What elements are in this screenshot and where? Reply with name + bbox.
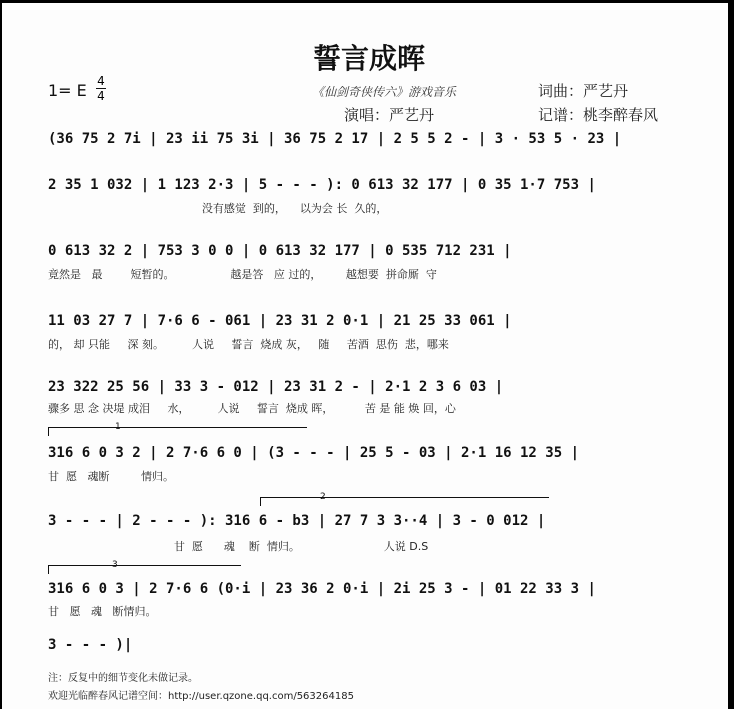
time-signature <box>94 74 108 103</box>
notation-line-6: 316 6 0 3 2 | 2 7·6 6 0 | (3 - - - | 25 5 - 03 | 2·1 16 12 35 | <box>48 445 580 461</box>
notation-line-8: 316 6 0 3 | 2 7·6 6 (0·i | 23 36 2 0·i | 2i 25 3 - | 01 22 33 3 | <box>48 581 596 597</box>
transcriber-link: 欢迎光临醉春风记谱空间：http://user.qzone.qq.com/563264185 <box>48 691 354 702</box>
lyrics-line-1 <box>48 149 688 165</box>
notation-line-4: 11 03 27 7 | 7·6 6 - 061 | 23 31 2 0·1 | 21 25 33 061 | <box>48 313 512 329</box>
notation-line-1: (36 75 2 7i | 23 ii 75 3i | 36 75 2 17 | 2 5 5 2 - | 3 · 53 5 · 23 | <box>48 131 622 147</box>
footnote: 注：反复中的细节变化未做记录。 <box>48 673 198 684</box>
transcriber: 记谱：桃李醉春风 <box>538 106 659 124</box>
time-signature-top: 4 <box>97 74 105 88</box>
lyrics-line-5: 骤多 思 念 决堤 成泪 水， 人说 誓言 烧成 晖， 苦 是 能 焕 回，心 <box>48 402 456 415</box>
source-game: 《仙剑奇侠传六》游戏音乐 <box>312 85 457 99</box>
notation-line-5: 23 322 25 56 | 33 3 - 012 | 23 31 2 - | 2·1 2 3 6 03 | <box>48 379 504 395</box>
volta-bracket-3 <box>48 565 241 574</box>
notation-line-3: 0 613 32 2 | 753 3 0 0 | 0 613 32 177 | 0 535 712 231 | <box>48 243 512 259</box>
lyrics-line-6: 甘 愿 魂断 情归。 <box>48 470 174 483</box>
volta-label-3: 3 <box>112 560 118 570</box>
lyricist-composer: 词曲：严艺丹 <box>538 82 629 100</box>
lyrics-line-2: 没有感觉 到的， 以为会 长 久的， <box>48 202 388 215</box>
notation-line-7: 3 - - - | 2 - - - ): 316 6 - b3 | 27 7 3 3··4 | 3 - 0 012 | <box>48 513 546 529</box>
volta-label-1: 1 <box>115 422 121 432</box>
notation-line-2: 2 35 1 032 | 1 123 2·3 | 5 - - - ): 0 613 32 177 | 0 35 1·7 753 | <box>48 177 596 193</box>
lyrics-line-8: 甘 愿 魂 断情归。 <box>48 605 157 618</box>
lyrics-line-3: 竟然是 最 短暂的。 越是答 应 过的， 越想要 拼命厮 守 <box>48 268 437 281</box>
volta-bracket-1 <box>48 427 307 436</box>
lyrics-line-4: 的， 却 只能 深 刻。 人说 誓言 烧成 灰， 随 苦酒 思伤 悲，哪来 <box>48 338 449 351</box>
notation-line-9: 3 - - - )| <box>48 637 133 653</box>
volta-bracket-2 <box>260 497 549 506</box>
key-signature: 1= E <box>48 81 87 100</box>
singer: 演唱：严艺丹 <box>344 106 435 124</box>
time-signature-bottom: 4 <box>97 89 105 103</box>
song-title: 誓言成晖 <box>312 42 425 75</box>
volta-label-2: 2 <box>320 492 326 502</box>
lyrics-line-7: 甘 愿 魂 断 情归。 人说 D.S <box>48 540 429 553</box>
